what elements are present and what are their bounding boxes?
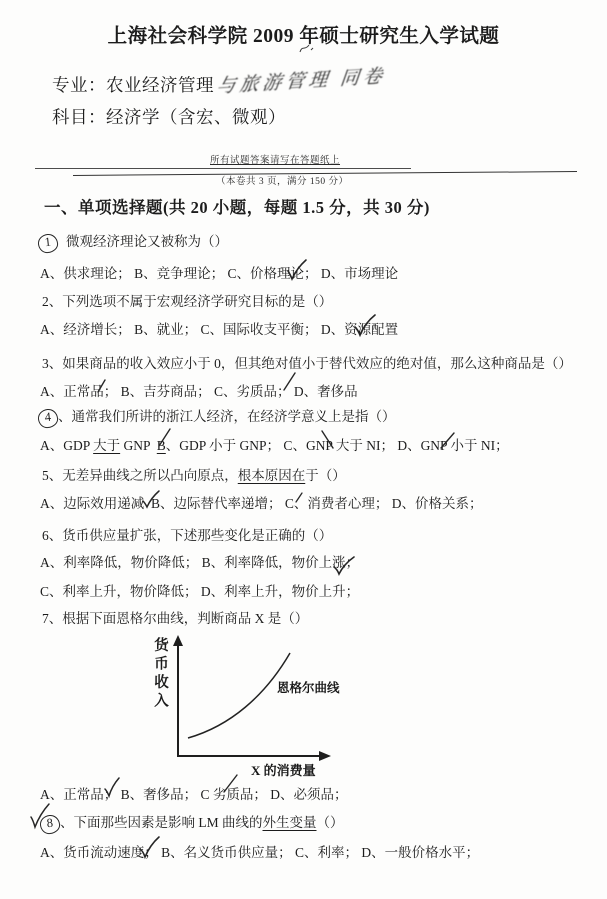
answer-notice: 所有试题答案请写在答题纸上 (210, 156, 341, 166)
question-4-options-rest: 、GDP 小于 GNP； C、GNP 大于 NI； D、GNP 小于 NI； (165, 438, 509, 453)
divider-rule-1 (35, 168, 411, 169)
question-3: 3、如果商品的收入效应小于 0，但其绝对值小于替代效应的绝对值，那么这种商品是（） (42, 356, 572, 371)
question-1-options: A、供求理论； B、竞争理论； C、价格理论； D、市场理论 (40, 266, 399, 281)
major-line (52, 65, 388, 98)
curve-label: 恩格尔曲线 (277, 681, 340, 695)
subject-label: 科目： (52, 107, 106, 127)
question-6: 6、货币供应量扩张，下述那些变化是正确的（） (42, 528, 333, 543)
question-4-options (40, 438, 509, 455)
subject-line (52, 107, 286, 129)
question-1-number: 1 (37, 233, 59, 254)
x-axis (177, 751, 331, 761)
question-4-text: 、通常我们所讲的浙江人经济，在经济学意义上是指（） (58, 409, 396, 424)
question-8-number: 8 (39, 814, 61, 835)
question-8-text-pre: 、下面那些因素是影响 LM 曲线的 (60, 815, 263, 830)
y-axis-arrow (173, 635, 183, 646)
x-axis-label: X 的消费量 (251, 763, 316, 778)
question-4-options-underlined: 大于 (93, 438, 121, 453)
engel-curve-chart (110, 634, 380, 784)
paper-info: （本卷共 3 页，满分 150 分） (216, 177, 349, 187)
question-1 (38, 234, 228, 253)
question-8 (40, 815, 344, 834)
question-2: 2、下列选项不属于宏观经济学研究目标的是（） (42, 294, 333, 309)
question-8-options: A、货币流动速度； B、名义货币供应量； C、利率； D、一般价格水平； (40, 845, 480, 860)
major-label: 专业： (52, 75, 106, 95)
question-5-options: A、边际效用递减 B、边际替代率递增； C、消费者心理； D、价格关系； (40, 496, 483, 511)
chart-y-axis-label: 货币收入 (152, 637, 168, 711)
divider-rule-2 (73, 171, 577, 176)
question-6-options-ab: A、利率降低，物价降低； B、利率降低，物价上涨； (40, 555, 360, 570)
page-title: 上海社会科学院 2009 年硕士研究生入学试题 (107, 26, 500, 47)
question-4-options-pre: A、GDP (40, 438, 94, 453)
question-4-options-b: B (156, 438, 166, 453)
y-axis (173, 635, 183, 756)
handwritten-note: 与旅游管理 同卷 (215, 65, 388, 98)
question-5-text-post: 于（） (305, 468, 346, 483)
question-3-options: A、正常品； B、吉芬商品； C、劣质品； D、奢侈品 (40, 384, 358, 399)
question-1-text: 微观经济理论又被称为（） (66, 234, 228, 249)
question-8-text-underlined: 外生变量 (262, 815, 317, 830)
question-7-options: A、正常品； B、奢侈品； C 劣质品； D、必须品； (40, 787, 348, 802)
question-8-text-post: （） (316, 815, 344, 830)
question-4-options-mid: GNP (120, 438, 157, 453)
question-7: 7、根据下面恩格尔曲线，判断商品 X 是（） (42, 611, 309, 626)
section-heading: 一、单项选择题(共 20 小题，每题 1.5 分，共 30 分) (44, 198, 430, 217)
x-axis-arrow (319, 751, 331, 761)
subject-value: 经济学（含宏、微观） (106, 107, 286, 127)
question-4 (38, 409, 396, 428)
major-value: 农业经济管理 (106, 75, 214, 95)
engel-curve (188, 653, 290, 738)
question-6-options-cd: C、利率上升，物价降低； D、利率上升，物价上升； (40, 584, 360, 599)
question-5 (42, 468, 346, 485)
question-2-options: A、经济增长； B、就业； C、国际收支平衡； D、资源配置 (40, 322, 399, 337)
question-5-text-pre: 5、无差异曲线之所以凸向原点， (42, 468, 238, 483)
question-4-number: 4 (37, 408, 59, 429)
question-5-text-underlined: 根本原因在 (237, 468, 306, 483)
